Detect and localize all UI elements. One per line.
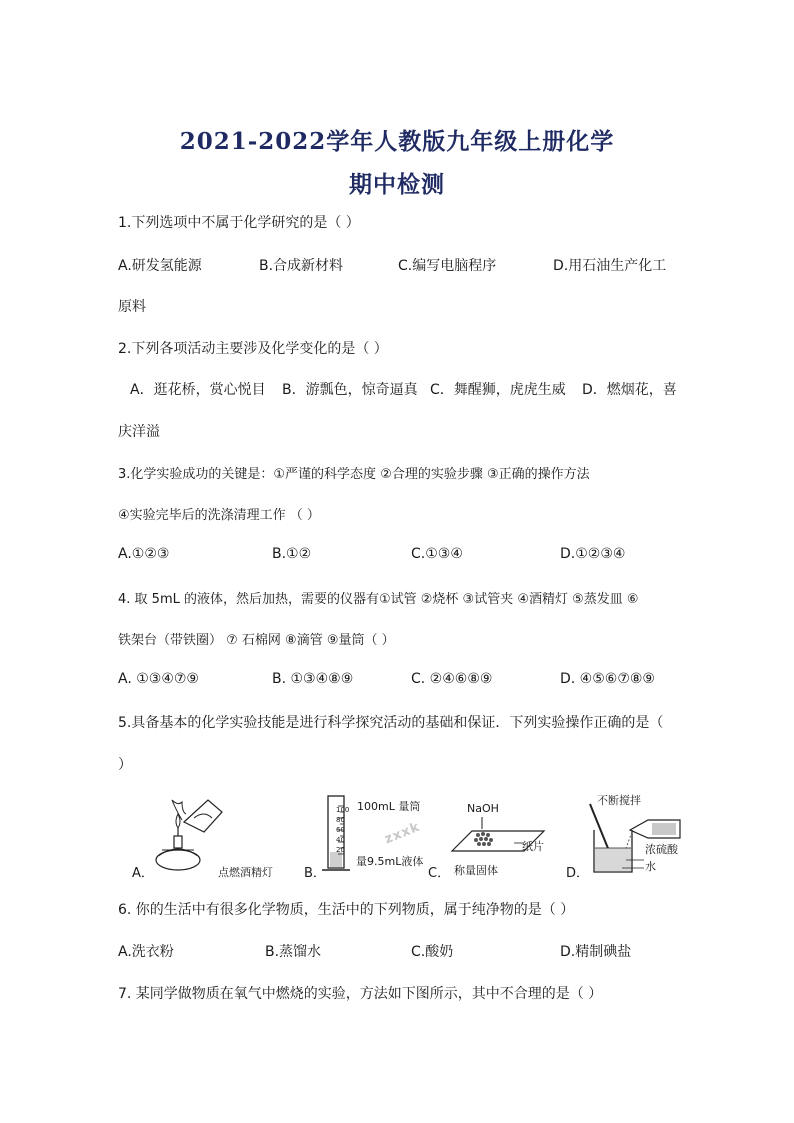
question-4-option-b[interactable]: B. ①③④⑧⑨ bbox=[272, 671, 354, 687]
question-6-option-b[interactable]: B.蒸馏水 bbox=[265, 944, 322, 960]
tick-label: 20 bbox=[336, 846, 345, 854]
question-6-option-a[interactable]: A.洗衣粉 bbox=[118, 944, 174, 960]
question-4-stem-cont: 铁架台（带铁圈） ⑦ 石棉网 ⑧滴管 ⑨量筒（ ） bbox=[118, 633, 395, 648]
figure-c-side-label: 纸片 bbox=[522, 840, 544, 853]
figure-b-tick-labels bbox=[336, 805, 349, 855]
question-3-stem: 3.化学实验成功的关键是：①严谨的科学态度 ②合理的实验步骤 ③正确的操作方法 bbox=[118, 467, 590, 482]
tick-label: 60 bbox=[336, 826, 345, 834]
figure-c-top-label: NaOH bbox=[467, 802, 499, 815]
figure-d-beaker-icon bbox=[586, 802, 690, 876]
figure-b-top-label: 100mL 量筒 bbox=[357, 800, 421, 813]
figure-c-letter[interactable]: C． bbox=[428, 866, 451, 881]
question-1-stem: 1.下列选项中不属于化学研究的是（ ） bbox=[118, 215, 360, 231]
tick-label: 80 bbox=[336, 816, 345, 824]
question-3-option-b[interactable]: B.①② bbox=[272, 546, 312, 562]
question-4-stem: 4. 取 5mL 的液体，然后加热，需要的仪器有①试管 ②烧杯 ③试管夹 ④酒精灯 ⑤蒸发皿 ⑥ bbox=[118, 592, 639, 607]
figure-c-caption: 称量固体 bbox=[454, 864, 498, 877]
tick-label: 100 bbox=[336, 806, 350, 814]
question-3-option-a[interactable]: A.①②③ bbox=[118, 546, 170, 562]
question-2-option-d[interactable]: D．燃烟花，喜 bbox=[582, 382, 677, 398]
watermark: zxxk bbox=[382, 819, 423, 848]
question-7-stem: 7. 某同学做物质在氧气中燃烧的实验，方法如下图所示，其中不合理的是（ ） bbox=[118, 986, 603, 1002]
figure-b-bottom-label: 量9.5mL液体 bbox=[356, 855, 424, 868]
question-2-option-c[interactable]: C．舞醒狮，虎虎生威 bbox=[430, 382, 566, 398]
question-4-option-c[interactable]: C. ②④⑥⑧⑨ bbox=[411, 671, 493, 687]
figure-a-caption: 点燃酒精灯 bbox=[218, 866, 273, 879]
question-3-stem-cont: ④实验完毕后的洗涤清理工作 （ ） bbox=[118, 508, 320, 523]
question-1-option-c[interactable]: C.编写电脑程序 bbox=[398, 258, 497, 274]
question-5-stem: 5.具备基本的化学实验技能是进行科学探究活动的基础和保证．下列实验操作正确的是（ bbox=[118, 715, 664, 731]
question-3-option-c[interactable]: C.①③④ bbox=[411, 546, 463, 562]
question-2-stem: 2.下列各项活动主要涉及化学变化的是（ ） bbox=[118, 341, 388, 357]
tick-label: 40 bbox=[336, 836, 345, 844]
question-1-option-b[interactable]: B.合成新材料 bbox=[259, 258, 344, 274]
question-1-option-d[interactable]: D.用石油生产化工 bbox=[553, 258, 667, 274]
question-2-continuation: 庆洋溢 bbox=[118, 424, 160, 440]
figure-a-alcohol-lamp-icon bbox=[148, 792, 228, 876]
figure-b-letter[interactable]: B． bbox=[304, 866, 326, 881]
question-5-stem-cont: ） bbox=[118, 757, 132, 773]
question-6-option-d[interactable]: D.精制碘盐 bbox=[560, 944, 632, 960]
question-3-option-d[interactable]: D.①②③④ bbox=[560, 546, 626, 562]
figure-d-side-label-1: 浓硫酸 bbox=[645, 843, 678, 856]
question-4-option-d[interactable]: D. ④⑤⑥⑦⑧⑨ bbox=[560, 671, 655, 687]
question-6-stem: 6. 你的生活中有很多化学物质，生活中的下列物质，属于纯净物的是（ ） bbox=[118, 902, 575, 918]
figure-d-side-label-2: 水 bbox=[645, 860, 656, 873]
question-6-option-c[interactable]: C.酸奶 bbox=[411, 944, 454, 960]
question-1-option-a[interactable]: A.研发氢能源 bbox=[118, 258, 202, 274]
question-2-option-b[interactable]: B．游瓢色，惊奇逼真 bbox=[282, 382, 418, 398]
page-subtitle: 期中检测 bbox=[349, 171, 445, 198]
question-2-option-a[interactable]: A．逛花桥，赏心悦目 bbox=[130, 382, 266, 398]
page-title: 2021-2022学年人教版九年级上册化学 bbox=[179, 128, 615, 155]
figure-a-letter[interactable]: A． bbox=[132, 866, 154, 881]
question-1-continuation: 原料 bbox=[118, 299, 146, 315]
question-4-option-a[interactable]: A. ①③④⑦⑨ bbox=[118, 671, 199, 687]
figure-d-letter[interactable]: D． bbox=[566, 866, 590, 881]
figure-d-top-label: 不断搅拌 bbox=[597, 794, 641, 807]
